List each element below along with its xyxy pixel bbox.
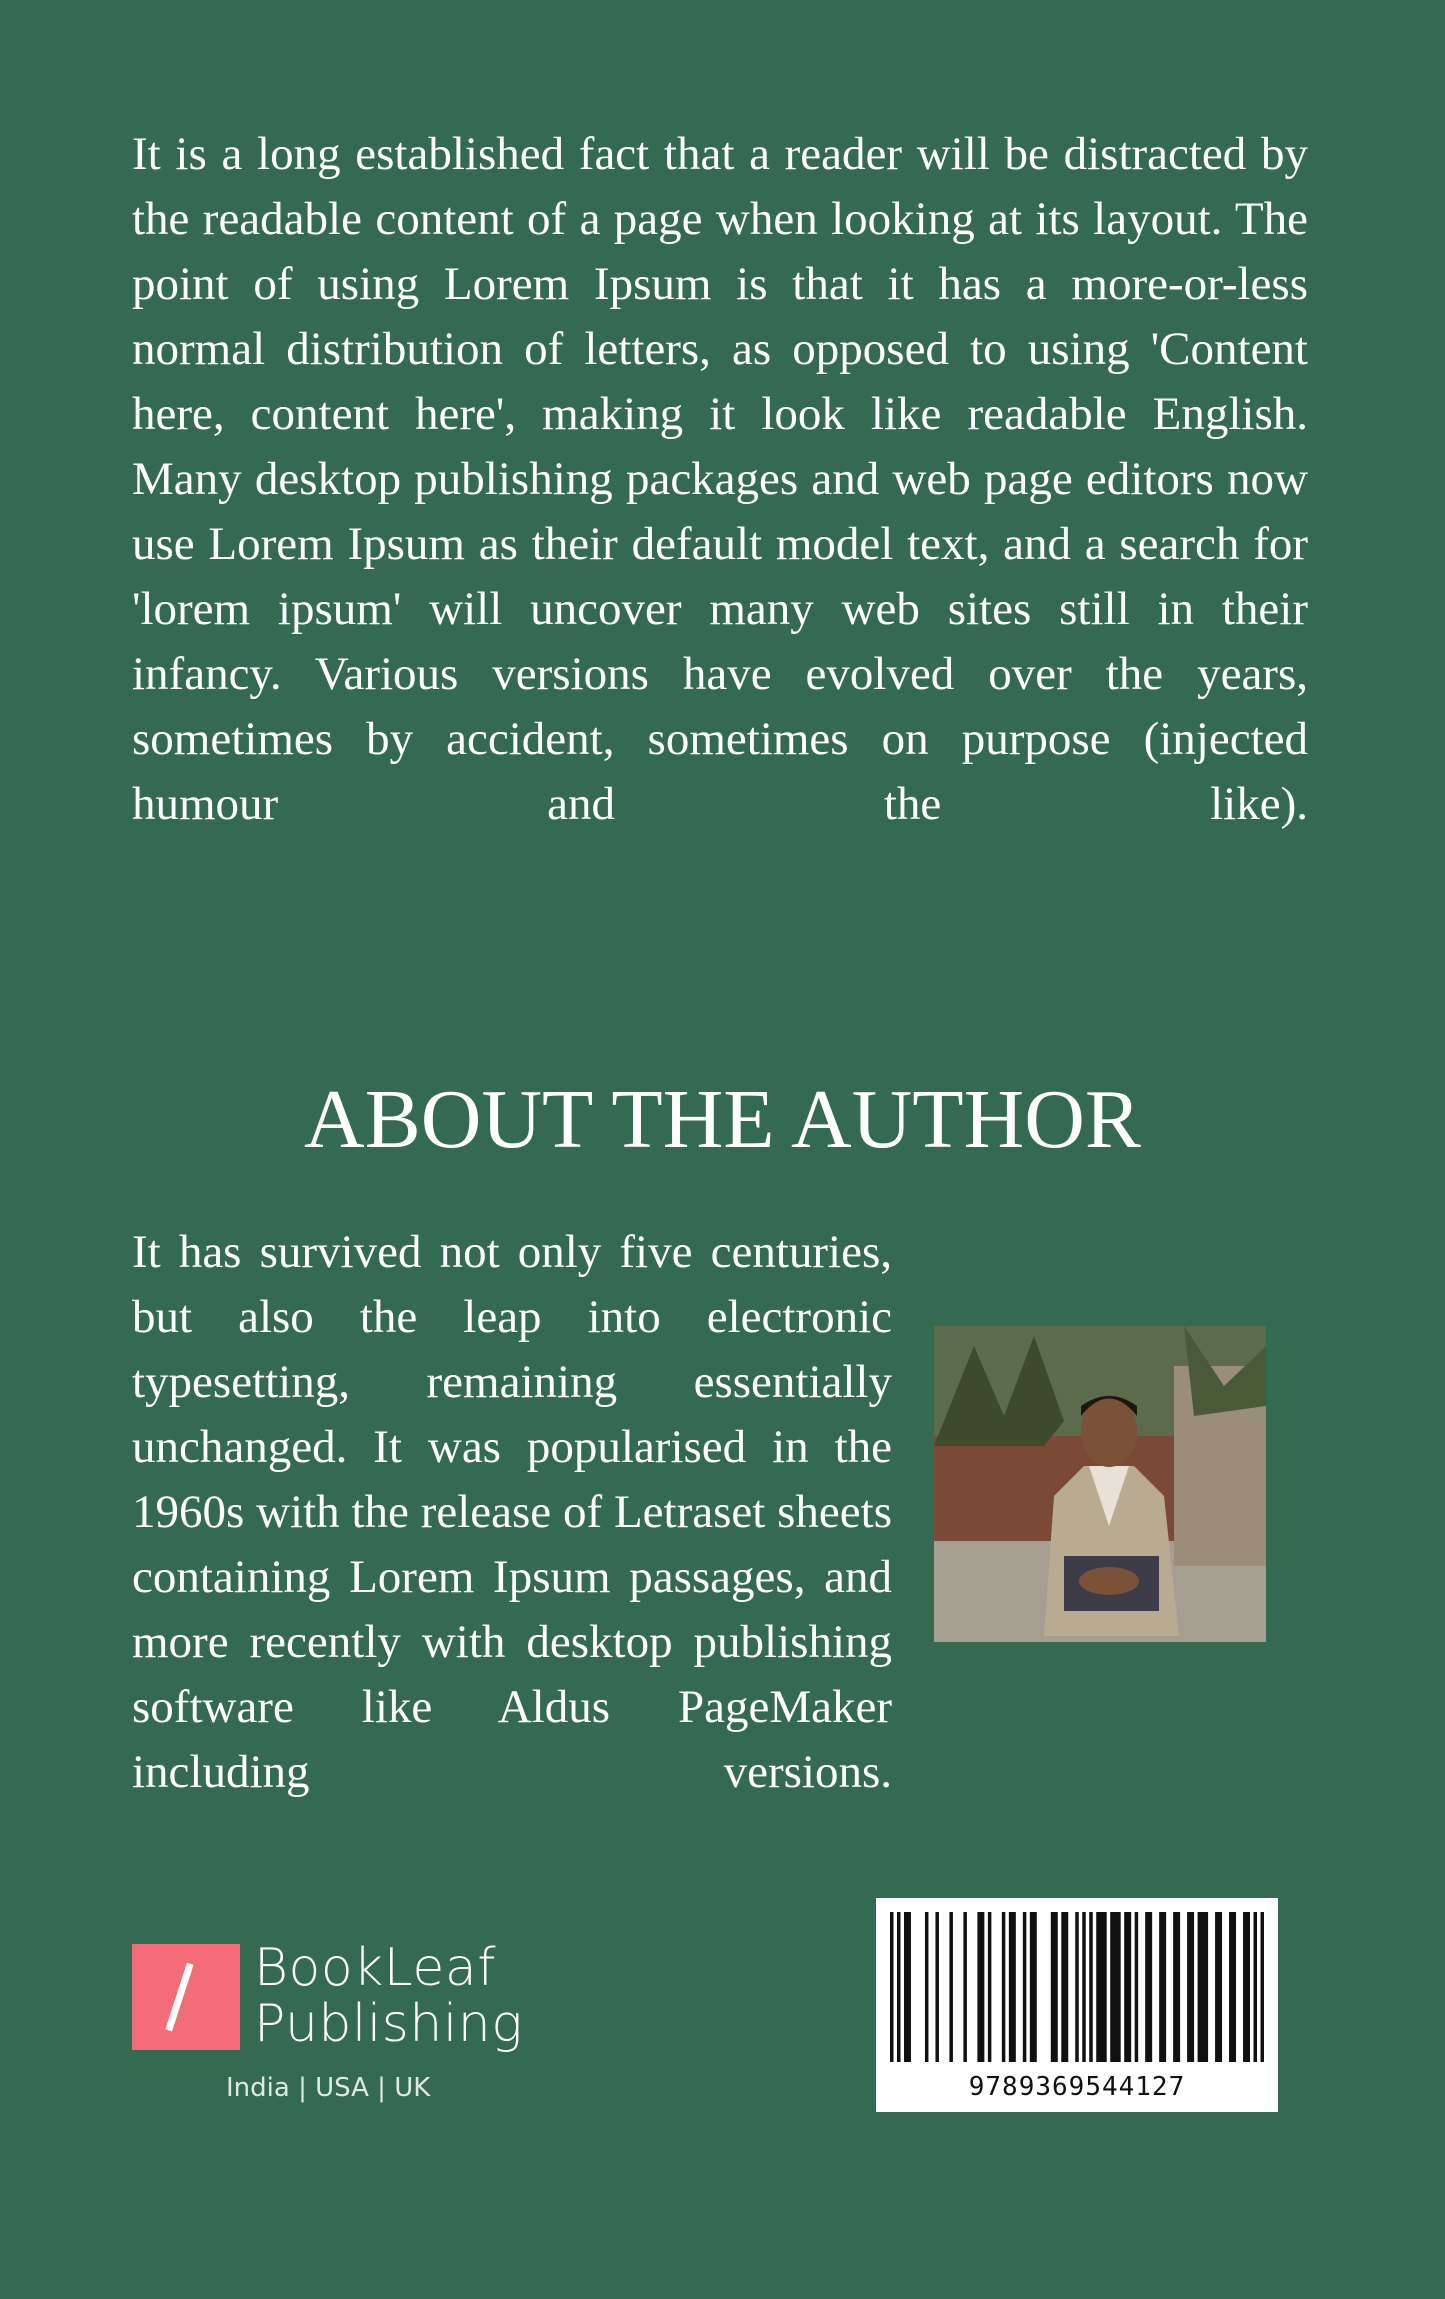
- barcode-bar: [1075, 1912, 1079, 2062]
- barcode-bar: [977, 1912, 984, 2062]
- barcode-bar: [963, 1912, 967, 2062]
- publisher-logo: [132, 1940, 552, 2110]
- barcode-bar: [1215, 1912, 1222, 2062]
- isbn-number: 9789369544127: [968, 2072, 1186, 2102]
- barcode-bar: [1061, 1912, 1068, 2062]
- barcode-bar: [1229, 1912, 1236, 2062]
- barcode-bar: [925, 1912, 929, 2062]
- about-the-author-heading: ABOUT THE AUTHOR: [304, 1073, 1141, 1166]
- barcode-bar: [1002, 1912, 1006, 2062]
- slash-logo-icon: [132, 1944, 240, 2050]
- barcode-bar: [1135, 1912, 1139, 2062]
- barcode-bar: [1096, 1912, 1106, 2062]
- barcode-bar: [1261, 1912, 1265, 2062]
- barcode-bar: [1254, 1912, 1258, 2062]
- publisher-regions: India | USA | UK: [226, 2073, 431, 2103]
- barcode-bar: [1089, 1912, 1093, 2062]
- barcode-bar: [1110, 1912, 1120, 2062]
- barcode-bar: [904, 1912, 911, 2062]
- back-cover-blurb: It is a long established fact that a reader will be distracted by the readable content of a page when looking at its layout. The point of using Lorem Ipsum is that it has a more-or-less normal distribution of letters, as opposed to using 'Content here, content here', making it look like readable English. Many desktop publishing packages and web page editors now use Lorem Ipsum as their default model text, and a search for 'lorem ipsum' will uncover many web sites still in their infancy. Various versions have evolved over the years, sometimes by accident, sometimes on purpose (injected humour and the like).: [132, 128, 1308, 830]
- barcode-bar: [935, 1912, 939, 2062]
- barcode-bar: [949, 1912, 953, 2062]
- author-bio: It has survived not only five centuries, but also the leap into electronic typesetting, remaining essentially unchanged. It was popularised in the 1960s with the release of Letraset sheets containing Lorem Ipsum passages, and more recently with desktop publishing software like Aldus PageMaker including versions.: [132, 1226, 892, 1798]
- barcode-bar: [1243, 1912, 1250, 2062]
- barcode-bar: [1145, 1912, 1152, 2062]
- barcode-bar: [1124, 1912, 1131, 2062]
- barcode-bar: [890, 1912, 894, 2062]
- barcode-bar: [897, 1912, 901, 2062]
- barcode-bar: [1173, 1912, 1180, 2062]
- publisher-name-line2: Publishing: [254, 1994, 523, 2054]
- isbn-barcode: [876, 1898, 1278, 2112]
- barcode-bar: [1051, 1912, 1058, 2062]
- author-photo: [934, 1326, 1266, 1642]
- barcode-bar: [1159, 1912, 1166, 2062]
- barcode-bar: [1030, 1912, 1037, 2062]
- barcode-bar: [1023, 1912, 1027, 2062]
- publisher-name-line1: BookLeaf: [254, 1938, 497, 1998]
- publisher-name: [254, 1940, 523, 2052]
- barcode-bar: [1082, 1912, 1086, 2062]
- barcode-bar: [1198, 1912, 1208, 2062]
- barcode-bar: [1009, 1912, 1016, 2062]
- barcode-bars: [890, 1912, 1264, 2062]
- barcode-bar: [1187, 1912, 1194, 2062]
- barcode-bar: [988, 1912, 992, 2062]
